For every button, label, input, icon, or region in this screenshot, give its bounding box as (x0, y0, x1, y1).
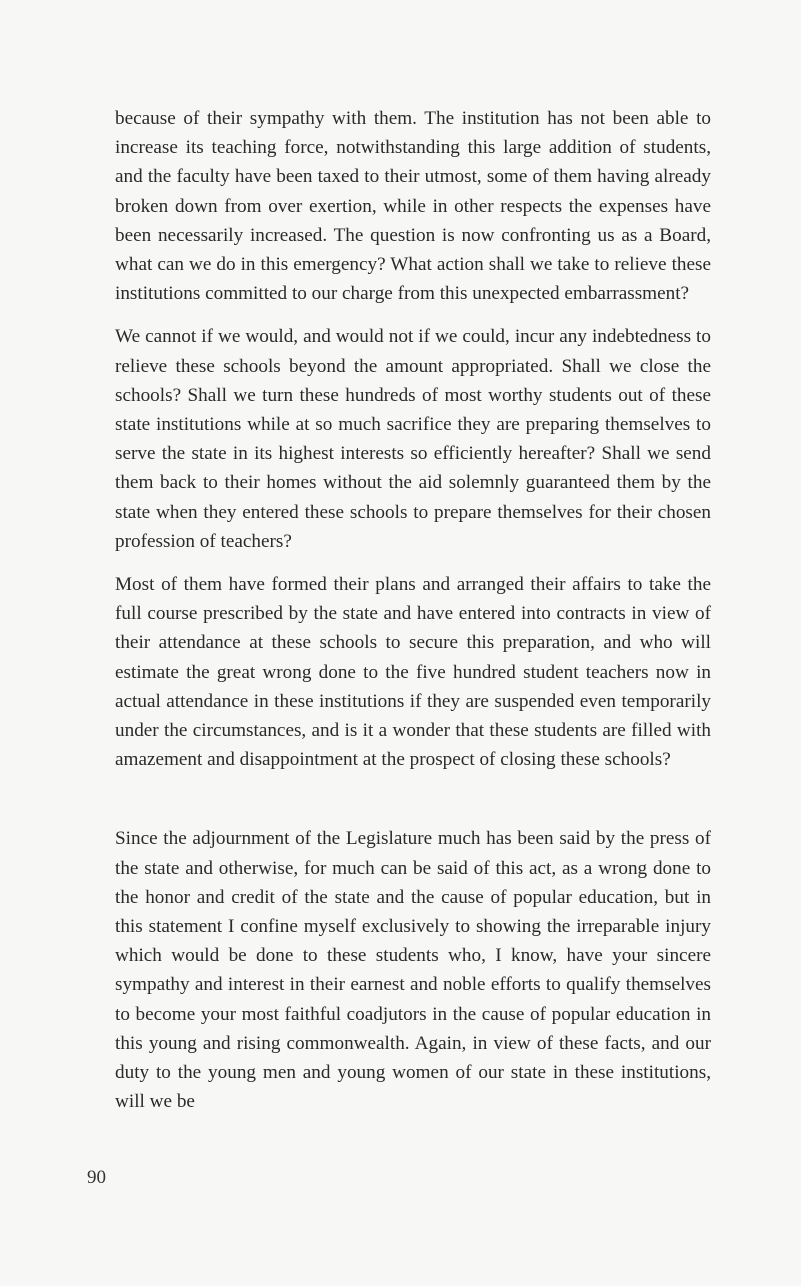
paragraph-2: We cannot if we would, and would not if we could, incur any indebtedness to relieve these schools beyond the amount appropriated. Shall we close the schools? Shall we turn these hundreds of most worthy students out of these state institutions while at so much sacrifice they are preparing themselves to serve the state in its highest interests so efficiently hereafter? Shall we send them back to their homes without the aid solemnly guaranteed them by the state when they entered these schools to prepare themselves for their chosen profession of teachers? (115, 326, 711, 552)
paragraph-4: Since the adjournment of the Legislature much has been said by the press of the state and otherwise, for much can be said of this act, as a wrong done to the honor and credit of the state and the cause of popular education, but in this statement I confine myself exclusively to showing the irreparable injury which would be done to these students who, I know, have your sincere sympathy and interest in their earnest and noble efforts to qualify themselves to become your most faithful coadjutors in the cause of popular education in this young and rising commonwealth. Again, in view of these facts, and our duty to the young men and young women of our state in these institutions, will we be (115, 828, 711, 1113)
paragraph-3: Most of them have formed their plans and arranged their affairs to take the full course prescribed by the state and have entered into contracts in view of their attendance at these schools to secure this preparation, and who will estimate the great wrong done to the five hundred student teachers now in actual attendance in these institutions if they are suspended even temporarily under the circumstances, and is it a wonder that these students are filled with amazement and disappointment at the prospect of closing these schools? (115, 574, 711, 771)
body-text (115, 104, 711, 1117)
paragraph-1: because of their sympathy with them. The institution has not been able to increase its teaching force, notwithstanding this large addition of students, and the faculty have been taxed to their utmost, some of them having already broken down from over exertion, while in other respects the expenses have been necessarily increased. The question is now confronting us as a Board, what can we do in this emergency? What action shall we take to relieve these institutions committed to our charge from this unexpected embarrassment? (115, 108, 711, 305)
page-number: 90 (87, 1167, 106, 1188)
